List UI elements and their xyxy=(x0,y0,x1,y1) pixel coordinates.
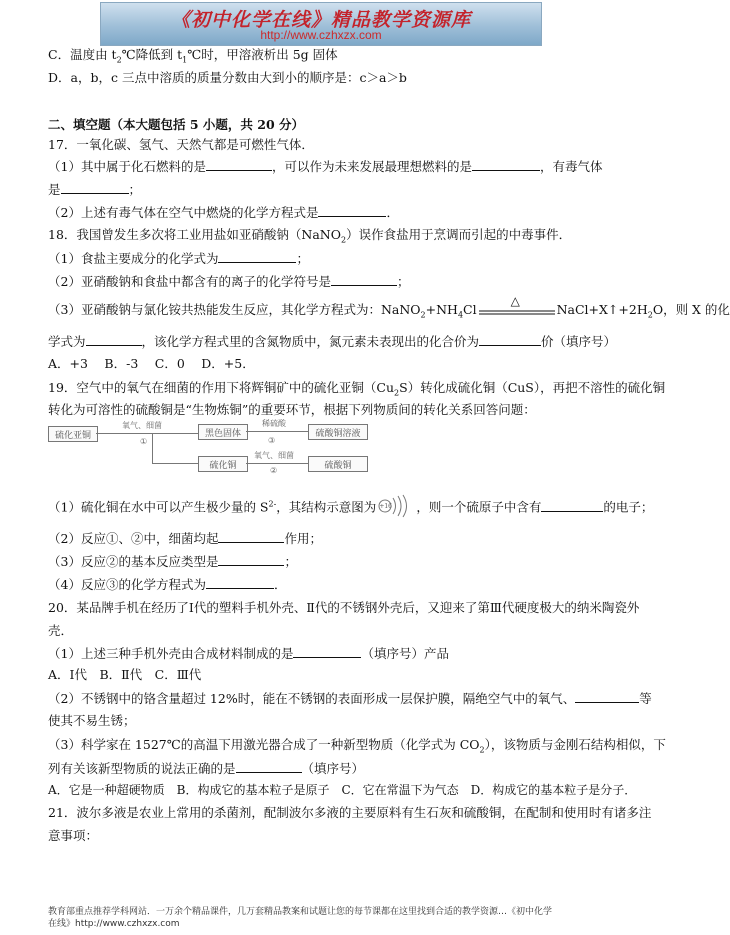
answer-blank[interactable] xyxy=(61,181,129,194)
diagram-num-1: ① xyxy=(140,437,148,446)
sulfur-nucleus-label: +16 xyxy=(379,503,392,510)
q19-part2: （2）反应①、②中，细菌均起 作用； xyxy=(48,531,322,546)
q20-part1-options: A．Ⅰ代 B．Ⅱ代 C．Ⅲ代 xyxy=(48,667,202,682)
footer-text: 教育部重点推荐学科网站．一万余个精品课件，几万套精品教案和试题让您的每节课都在这里找到合适的教学资源…《初中化学 xyxy=(48,907,553,917)
section-heading: 二、填空题（本大题包括 5 小题，共 20 分） xyxy=(48,117,305,132)
diagram-arrow xyxy=(246,463,308,464)
question-18: 18．我国曾发生多次将工业用盐如亚硝酸钠（NaNO$_2$）误作食盐用于烹调而引起的中毒事件． xyxy=(48,227,572,245)
answer-blank[interactable] xyxy=(331,273,397,286)
q20-part1: （1）上述三种手机外壳由合成材料制成的是 （填序号）产品 xyxy=(48,646,449,661)
footer-link[interactable]: 在线》http://www.czhxzx.com xyxy=(48,919,180,929)
answer-blank[interactable] xyxy=(318,204,386,217)
diagram-label-3: 氧气、细菌 xyxy=(254,451,294,460)
q20-part2-cont: 使其不易生锈； xyxy=(48,713,136,728)
q18-part1: （1）食盐主要成分的化学式为 ； xyxy=(48,251,309,266)
q20-part3: （3）科学家在 1527℃的高温下用激光器合成了一种新型物质（化学式为 $CO_2$），该物质与金刚石结构相似，下 xyxy=(48,737,666,755)
diagram-box-cus: 硫化铜 xyxy=(198,456,248,472)
answer-blank[interactable] xyxy=(472,158,540,171)
diagram-label-2: 稀硫酸 xyxy=(262,419,286,428)
diagram-num-3: ③ xyxy=(268,436,276,445)
q18-part3: （3）亚硝酸钠与氯化铵共热能发生反应，其化学方程式为：$NaNO_2+NH_4Cl$ △ $NaCl+X↑+2H_2O$，则 X 的化 xyxy=(48,293,730,320)
diagram-label-1: 氧气、细菌 xyxy=(122,421,162,430)
delta-symbol: △ xyxy=(510,293,520,308)
diagram-num-2: ② xyxy=(270,466,278,475)
header-banner xyxy=(100,2,542,46)
question-20: 20．某品牌手机在经历了Ⅰ代的塑料手机外壳、Ⅱ代的不锈钢外壳后，又迎来了第Ⅲ代硬度极大的纳米陶瓷外 xyxy=(48,600,640,615)
q20-part3-options: A．它是一种超硬物质 B．构成它的基本粒子是原子 C．它在常温下为气态 D．构成它的基本粒子是分子． xyxy=(48,783,637,797)
q18-part2: （2）亚硝酸钠和食盐中都含有的离子的化学符号是 ； xyxy=(48,274,410,289)
q18-options: A．+3 B．-3 C．0 D．+5． xyxy=(48,356,255,371)
answer-blank[interactable] xyxy=(218,250,296,263)
q20-part3-cont: 列有关该新型物质的说法正确的是 （填序号） xyxy=(48,761,365,776)
question-21-cont: 意事项： xyxy=(48,828,99,843)
answer-blank[interactable] xyxy=(86,333,142,346)
sulfur-ion-structure xyxy=(376,496,416,520)
q19-part3: （3）反应②的基本反应类型是 ； xyxy=(48,554,297,569)
question-20-cont: 壳． xyxy=(48,623,74,638)
conversion-diagram xyxy=(48,419,361,476)
page-footer xyxy=(48,906,618,930)
diagram-arrow xyxy=(96,433,198,434)
diagram-box-cuso4: 硫酸铜 xyxy=(308,456,368,472)
answer-blank[interactable] xyxy=(206,158,272,171)
q17-part1: （1）其中属于化石燃料的是 ，可以作为未来发展最理想燃料的是 ，有毒气体 xyxy=(48,159,603,174)
question-19-cont: 转化为可溶性的硫酸铜是“生物炼铜”的重要环节，根据下列物质间的转化关系回答问题： xyxy=(48,402,536,417)
answer-blank[interactable] xyxy=(541,499,603,512)
q17-part1-cont: 是 ； xyxy=(48,182,142,197)
option-d-line: D．a，b，c 三点中溶质的质量分数由大到小的顺序是：c＞a＞b xyxy=(48,70,407,85)
answer-blank[interactable] xyxy=(479,333,541,346)
banner-title: 《初中化学在线》精品教学资源库 xyxy=(170,9,471,31)
q20-part2: （2）不锈钢中的铬含量超过 12%时，能在不锈钢的表面形成一层保护膜，隔绝空气中的氧气、 等 xyxy=(48,691,652,706)
diagram-box-cuso4-sol: 硫酸铜溶液 xyxy=(308,424,368,440)
answer-blank[interactable] xyxy=(218,553,284,566)
diagram-arrow xyxy=(152,463,198,464)
option-c-line: C．温度由 $t_2℃$降低到 $t_1℃$时，甲溶液析出 5g 固体 xyxy=(48,47,338,65)
q18-part3-cont: 学式为 ，该化学方程式里的含氮物质中，氮元素未表现出的化合价为 价（填序号） xyxy=(48,334,617,349)
answer-blank[interactable] xyxy=(575,690,639,703)
diagram-arrow xyxy=(246,431,308,432)
answer-blank[interactable] xyxy=(236,760,302,773)
question-19: 19．空气中的氧气在细菌的作用下将辉铜矿中的硫化亚铜$(Cu_2S)$转化成硫化铜（CuS），再把不溶性的硫化铜 xyxy=(48,380,666,398)
heat-arrow xyxy=(477,293,557,319)
q19-part4: （4）反应③的化学方程式为 ． xyxy=(48,577,287,592)
answer-blank[interactable] xyxy=(218,530,284,543)
diagram-branch xyxy=(152,433,153,463)
banner-url[interactable]: http://www.czhxzx.com xyxy=(260,28,382,42)
diagram-box-black: 黑色固体 xyxy=(198,424,248,440)
diagram-box-cu2s: 硫化亚铜 xyxy=(48,426,98,442)
question-17: 17．一氧化碳、氢气、天然气都是可燃性气体． xyxy=(48,137,314,152)
answer-blank[interactable] xyxy=(293,645,361,658)
answer-blank[interactable] xyxy=(206,576,274,589)
question-21: 21．波尔多液是农业上常用的杀菌剂，配制波尔多液的主要原料有生石灰和硫酸铜，在配制和使用时有诸多注 xyxy=(48,805,652,820)
q17-part2: （2）上述有毒气体在空气中燃烧的化学方程式是 ． xyxy=(48,205,399,220)
q19-part1: （1）硫化铜在水中可以产生极少量的 $S^{2-}$，其结构示意图为 +16 ，则一个硫原子中含有 的电子； xyxy=(48,496,653,520)
